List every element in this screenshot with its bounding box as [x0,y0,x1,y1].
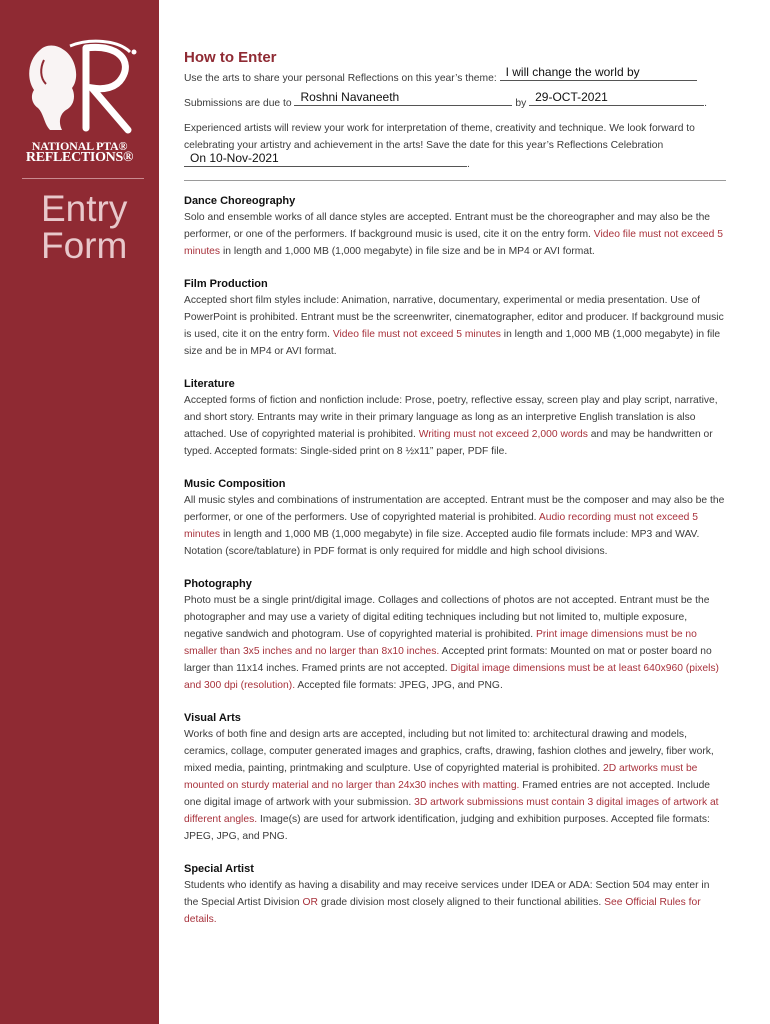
entry-form-title [41,190,127,264]
text-part: Accepted file formats: JPEG, JPG, and PNG. [297,680,503,691]
text-part: Students who identify as having a disability and may receive services under IDEA or ADA: Section 504 may enter in the Special Artist Division [184,880,710,908]
section-photography [184,576,726,694]
text-part: Solo and ensemble works of all dance styles are accepted. Entrant must be the choreographer and may also be the performer, or one of the performers. If background music is used, cite it on the entry form. [184,212,711,240]
highlight-text: 2D artworks must be mounted on sturdy material and no larger than 24x30 inches with matting. [184,763,698,791]
section-text [184,592,726,694]
highlight-text: Video file must not exceed 5 minutes [332,329,501,340]
text-part: Accepted short film styles include: Animation, narrative, documentary, experimental or media presentation. Use of PowerPoint is prohibited. Entrant must be the screenwriter, cinematographer, editor and producer. If background music is used, cite it on the entry form. [184,295,724,340]
official-rules-link[interactable]: See Official Rules for details. [184,897,701,925]
section-music [184,476,726,560]
section-text [184,292,726,360]
text-part: in length and 1,000 MB (1,000 megabyte) in file size. Accepted audio file formats include: MP3 and WAV. Notation (score/tablature) in PDF format is only required for middle and high school divisions. [184,529,700,557]
form-word: Form [41,225,128,266]
text-part: Image(s) are used for artwork identification, judging and exhibition purposes. Accepted file formats: JPEG, JPG, and PNG. [184,814,710,842]
text-part: Works of both fine and design arts are accepted, including but not limited to: architectural drawing and models, ceramics, collage, computer generated images and graphics, crafts, drawing, fashion clothes and jewelry, fiber work, mixed media, painting, printmaking and sculpture. Use of copyrighted material is prohibited. [184,729,714,774]
highlight-text: Video file must not exceed 5 minutes [184,229,723,257]
highlight-text: Audio recording must not exceed 5 minutes [184,512,698,540]
section-title: Film Production [184,278,268,290]
review-paragraph: Experienced artists will review your work for interpretation of theme, creativity and technique. We look forward to celebrating your artistry and achievement in the arts! Save the date for this year’s Reflections Celebration On 10-Nov-2021 . [184,123,695,170]
theme-label: Use the arts to share your personal Reflections on this year’s theme: [184,73,497,84]
reflections-logo-icon [0,38,159,138]
text-part: Accepted forms of fiction and nonfiction include: Prose, poetry, reflective essay, screen play and play script, narrative, and short story. Entrants may write in their primary language as long as an interpretive English translation is also attached. Use of copyrighted material is prohibited. [184,395,718,440]
theme-field[interactable] [500,65,697,81]
brand-line-2: REFLECTIONS® [25,150,134,165]
submission-line [184,90,726,112]
theme-line [184,65,726,87]
entry-word: Entry [41,188,128,229]
brand-line-1: NATIONAL PTA® [31,139,128,153]
page-title: How to Enter [184,49,277,66]
period: . [704,98,707,109]
section-title: Special Artist [184,863,254,875]
section-text [184,209,726,260]
due-date-value: 29-OCT-2021 [535,90,608,104]
text-part: in length and 1,000 MB (1,000 megabyte) in file size and be in MP4 or AVI format. [184,329,721,357]
highlight-text: Print image dimensions must be no smaller than 3x5 inches and no larger than 8x10 inches. [184,629,697,657]
due-date-field[interactable] [529,90,704,106]
celebration-field[interactable] [184,151,467,167]
submit-to-field[interactable] [294,90,512,106]
text-part: in length and 1,000 MB (1,000 megabyte) in file size and be in MP4 or AVI format. [222,246,595,257]
review-text: Experienced artists will review your work for interpretation of theme, creativity and technique. We look forward to celebrating your artistry and achievement in the arts! Save the date for this year’s Reflections Celebration [184,123,695,151]
highlight-text: Writing must not exceed 2,000 words [418,429,588,440]
celebration-value: On 10-Nov-2021 [190,151,279,165]
section-title: Literature [184,378,235,390]
highlight-text: OR [302,897,318,908]
highlight-text: Digital image dimensions must be at least 640x960 (pixels) and 300 dpi (resolution). [184,663,719,691]
section-text [184,392,726,460]
main-content [184,48,726,928]
by-label: by [515,98,527,109]
theme-value: I will change the world by [505,65,640,79]
section-title: Dance Choreography [184,195,296,207]
section-special-artist [184,861,726,928]
section-text [184,877,726,928]
submission-label: Submissions are due to [184,98,292,109]
section-dance [184,193,726,260]
section-divider [184,180,726,181]
text-part: grade division most closely aligned to their functional abilities. [320,897,602,908]
text-part: Photo must be a single print/digital image. Collages and collections of photos are not accepted. Entrant must be the photographer and may use a variety of digital editing techniques including but not limited to, multiple exposure, negative sandwich and photogram. Use of copyrighted material is prohibited. [184,595,710,640]
section-title: Visual Arts [184,712,241,724]
text-part: Accepted print formats: Mounted on mat or poster board no larger than 11x14 inches. Framed prints are not accepted. [184,646,712,674]
text-part: Framed entries are not accepted. Include one digital image of artwork with your submission. [184,780,711,808]
text-part: and may be handwritten or typed. Accepted formats: Single-sided print on 8 ½x11” paper, PDF file. [184,429,713,457]
submit-to-value: Roshni Navaneeth [300,90,400,104]
text-part: All music styles and combinations of instrumentation are accepted. Entrant must be the composer and may also be the performer, or one of the performers. Use of copyrighted material is prohibited. [184,495,725,523]
section-title: Music Composition [184,478,286,490]
section-film [184,276,726,360]
section-text [184,492,726,560]
section-visual-arts [184,710,726,845]
section-text [184,726,726,845]
sidebar-divider [22,178,144,179]
highlight-text: 3D artwork submissions must contain 3 digital images of artwork at different angles. [184,797,719,825]
section-literature [184,376,726,460]
section-title: Photography [184,578,252,590]
sidebar [0,0,159,1024]
